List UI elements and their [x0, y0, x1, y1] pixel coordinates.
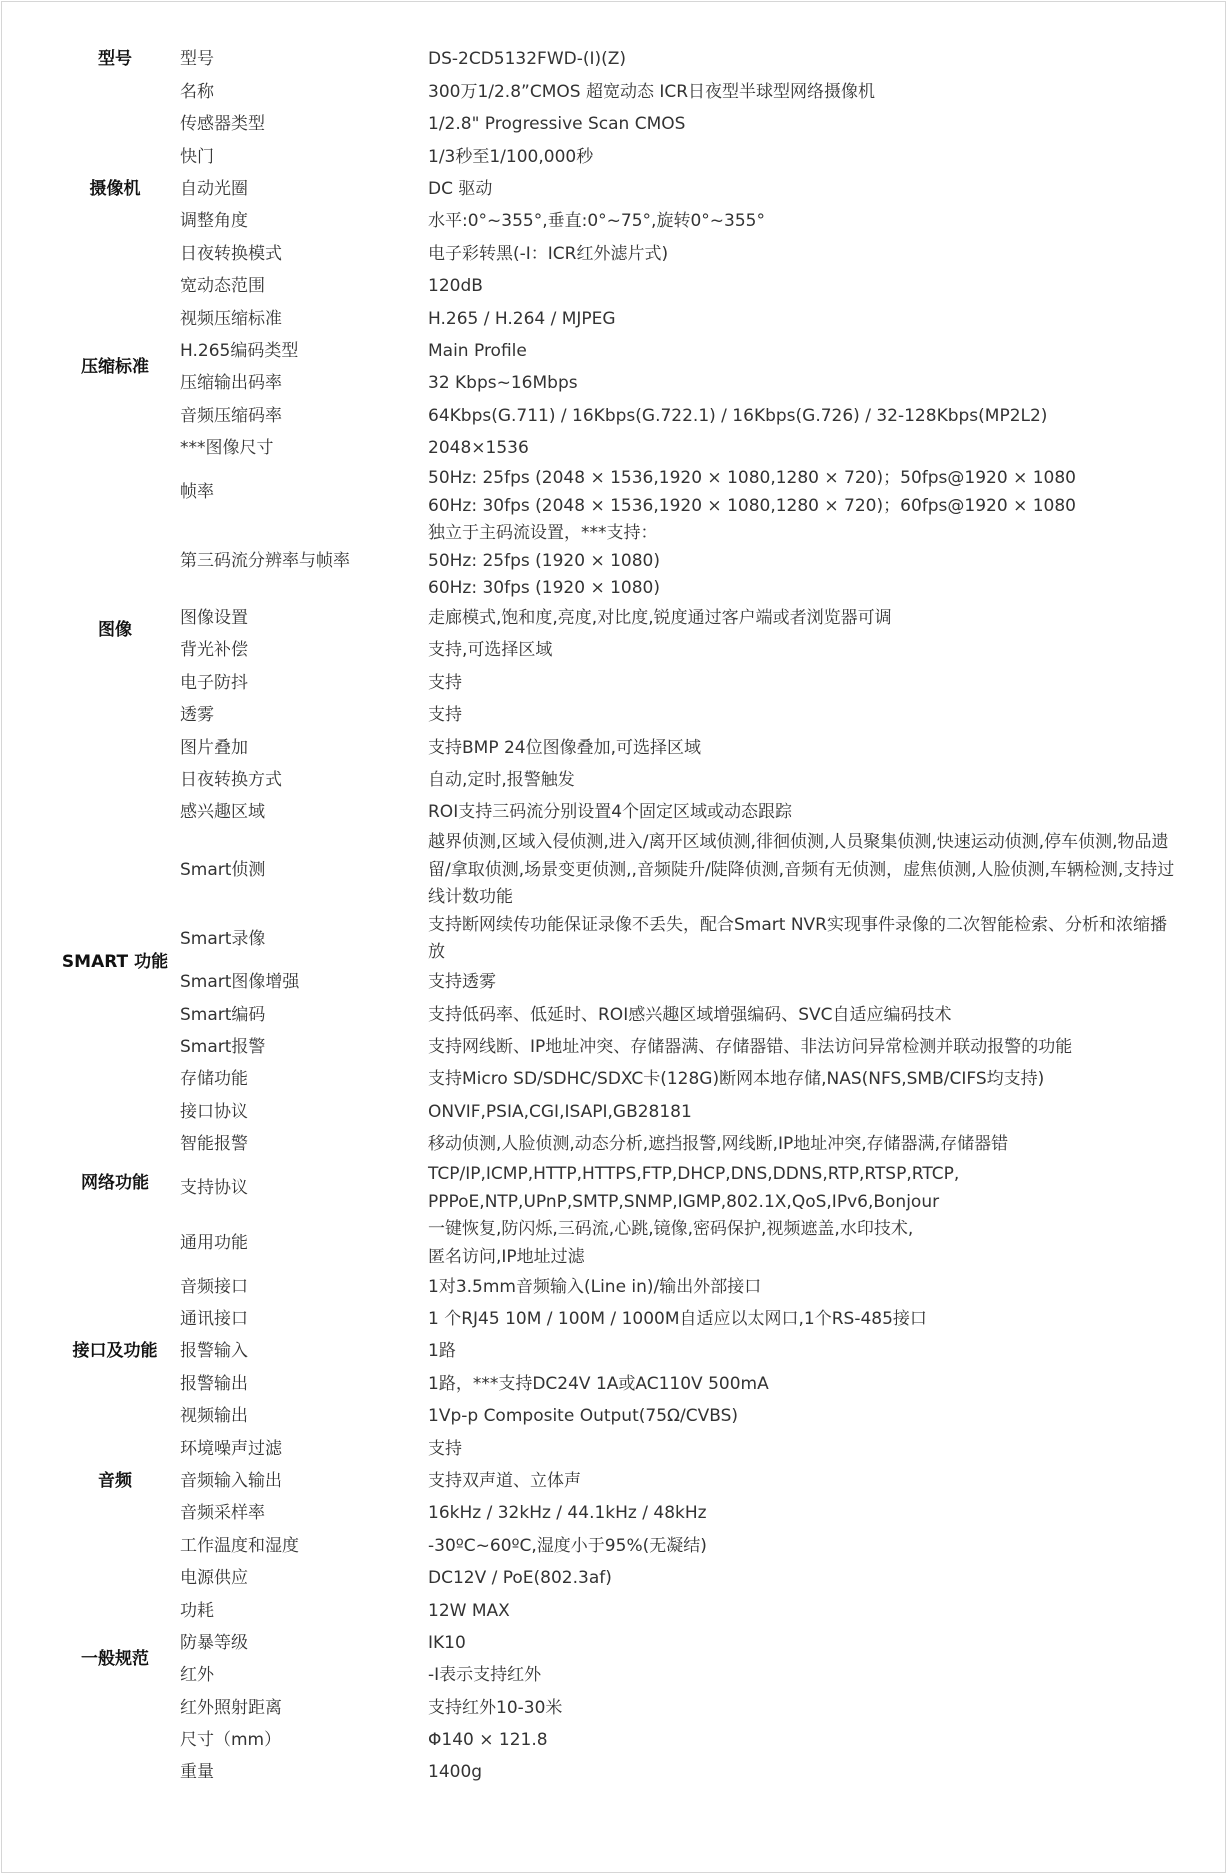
spec-value-line: 支持双声道、立体声: [428, 1470, 581, 1491]
spec-value: [428, 1466, 1180, 1498]
spec-value: [428, 700, 1180, 732]
spec-value-line: DC 驱动: [428, 179, 493, 199]
spec-value: [428, 174, 1180, 206]
category-label: 图像: [98, 620, 132, 641]
spec-value-line: 支持BMP 24位图像叠加,可选择区域: [428, 737, 702, 758]
spec-name: 调整角度: [180, 211, 248, 232]
spec-name: Smart编码: [180, 1004, 266, 1025]
spec-name: 红外照射距离: [180, 1697, 282, 1718]
spec-value-line: ROI支持三码流分别设置4个固定区域或动态跟踪: [428, 802, 793, 823]
spec-value: [428, 109, 1180, 141]
spec-value-line: 60Hz: 30fps (1920 × 1080): [428, 578, 660, 599]
spec-value: [428, 271, 1180, 303]
spec-name: 环境噪声过滤: [180, 1438, 282, 1459]
spec-value: [428, 433, 1180, 465]
spec-row: [50, 1498, 1180, 1530]
category-label: 一般规范: [81, 1649, 149, 1670]
spec-row: [50, 1692, 1180, 1724]
category-label: 接口及功能: [72, 1341, 158, 1362]
spec-value: [428, 1161, 1180, 1216]
spec-row: [50, 433, 1180, 465]
spec-value-line: 120dB: [428, 276, 483, 297]
spec-value: [428, 238, 1180, 270]
spec-value-line: -I表示支持红外: [428, 1665, 542, 1686]
spec-name: 重量: [180, 1762, 214, 1783]
spec-row: [50, 400, 1180, 432]
spec-value-line: 支持网线断、IP地址冲突、存储器满、存储器错、非法访问异常检测并联动报警的功能: [428, 1037, 1073, 1058]
spec-value-line: DC12V / PoE(802.3af): [428, 1568, 612, 1589]
spec-name: Smart录像: [180, 928, 266, 949]
spec-row: [50, 303, 1180, 335]
spec-value: [428, 76, 1180, 108]
spec-name: 报警输出: [180, 1373, 248, 1394]
spec-value: [428, 1271, 1180, 1303]
spec-value-line: 1路，***支持DC24V 1A或AC110V 500mA: [428, 1373, 769, 1394]
spec-row: [50, 603, 1180, 635]
spec-value-line: 12W MAX: [428, 1600, 510, 1621]
spec-value-line: H.265 / H.264 / MJPEG: [428, 308, 616, 329]
category-label: SMART 功能: [61, 952, 169, 973]
spec-value: [428, 1563, 1180, 1595]
spec-row: [50, 141, 1180, 173]
spec-value-line: 支持: [428, 672, 462, 693]
spec-value-line: 1对3.5mm音频输入(Line in)/输出外部接口: [428, 1276, 762, 1297]
spec-row: [50, 520, 1180, 603]
spec-value-line: 越界侦测,区域入侵侦测,进入/离开区域侦测,徘徊侦测,人员聚集侦测,快速运动侦测,停车侦测,物品遗留/拿取侦测,场景变更侦测,,音频陡升/陡降侦测,音频有无侦测，虚焦侦测,人脸侦测,车辆检测,支持过线计数功能: [428, 832, 1175, 908]
spec-value: [428, 368, 1180, 400]
spec-value-line: 2048×1536: [428, 438, 529, 459]
spec-value: [428, 1692, 1180, 1724]
spec-value-line: 支持Micro SD/SDHC/SDXC卡(128G)断网本地存储,NAS(NFS,SMB/CIFS均支持): [428, 1069, 1045, 1090]
spec-value: [428, 1757, 1180, 1789]
spec-value: [428, 999, 1180, 1031]
spec-value: [428, 732, 1180, 764]
spec-value-line: 50Hz: 25fps (2048 × 1536,1920 × 1080,1280 × 720)；50fps@1920 × 1080: [428, 468, 1076, 489]
spec-value-line: ONVIF,PSIA,CGI,ISAPI,GB28181: [428, 1101, 692, 1122]
spec-row: [50, 1466, 1180, 1498]
spec-name: 传感器类型: [180, 114, 265, 135]
spec-row: [50, 829, 1180, 912]
spec-value-line: 支持: [428, 705, 462, 726]
spec-name: 存储功能: [180, 1069, 248, 1090]
spec-value-line: 32 Kbps~16Mbps: [428, 373, 578, 394]
spec-row: [50, 368, 1180, 400]
spec-name: 名称: [180, 81, 214, 102]
spec-name: 日夜转换方式: [180, 769, 282, 790]
spec-row: [50, 1032, 1180, 1064]
spec-value: [428, 336, 1180, 368]
spec-name: 图像设置: [180, 608, 248, 629]
spec-name: 工作温度和湿度: [180, 1535, 299, 1556]
spec-row: [50, 1433, 1180, 1465]
spec-row: [50, 1595, 1180, 1627]
spec-value: [428, 141, 1180, 173]
spec-value: [428, 603, 1180, 635]
spec-name: 音频输入输出: [180, 1470, 282, 1491]
spec-name: 功耗: [180, 1600, 214, 1621]
spec-name: 快门: [180, 146, 214, 167]
spec-value: [428, 465, 1180, 520]
spec-value-line: 支持: [428, 1438, 462, 1459]
spec-value: [428, 1304, 1180, 1336]
spec-value-line: 支持透雾: [428, 972, 496, 993]
spec-value: [428, 1530, 1180, 1562]
spec-value: [428, 1498, 1180, 1530]
spec-name: 型号: [180, 49, 214, 70]
spec-name: ***图像尺寸: [180, 438, 274, 459]
spec-row: [50, 967, 1180, 999]
spec-value-line: DS-2CD5132FWD-(I)(Z): [428, 49, 627, 70]
spec-name: 支持协议: [180, 1177, 248, 1198]
spec-row: [50, 174, 1180, 206]
spec-name: 日夜转换模式: [180, 243, 282, 264]
category-label: 摄像机: [89, 179, 141, 199]
spec-name: 帧率: [180, 481, 214, 502]
spec-value: [428, 1096, 1180, 1128]
spec-row: [50, 667, 1180, 699]
spec-row: [50, 700, 1180, 732]
category-label: 音频: [98, 1470, 132, 1491]
spec-row: [50, 271, 1180, 303]
spec-value: [428, 1627, 1180, 1659]
spec-row: [50, 1161, 1180, 1216]
spec-value-line: 300万1/2.8”CMOS 超宽动态 ICR日夜型半球型网络摄像机: [428, 81, 876, 102]
spec-name: 通讯接口: [180, 1308, 248, 1329]
spec-value-line: 匿名访问,IP地址过滤: [428, 1246, 585, 1267]
spec-value: [428, 1660, 1180, 1692]
spec-row: [50, 1401, 1180, 1433]
spec-row: [50, 1757, 1180, 1789]
spec-name: 宽动态范围: [180, 276, 265, 297]
spec-row: [50, 336, 1180, 368]
spec-name: 感兴趣区域: [180, 802, 265, 823]
spec-row: [50, 1725, 1180, 1757]
spec-name: 背光补偿: [180, 640, 248, 661]
category-label: 网络功能: [81, 1173, 149, 1194]
spec-name: 视频压缩标准: [180, 308, 282, 329]
spec-row: [50, 1304, 1180, 1336]
spec-row: [50, 238, 1180, 270]
spec-row: [50, 1129, 1180, 1161]
spec-name: 接口协议: [180, 1101, 248, 1122]
category-label: 型号: [98, 49, 132, 70]
spec-value-line: 1400g: [428, 1762, 483, 1783]
spec-name: H.265编码类型: [180, 340, 299, 361]
spec-value: [428, 912, 1180, 967]
spec-row: [50, 1627, 1180, 1659]
spec-name: 电子防抖: [180, 672, 248, 693]
spec-value: [428, 967, 1180, 999]
spec-name: 音频接口: [180, 1276, 248, 1297]
category-label: 压缩标准: [81, 357, 149, 378]
spec-row: [50, 1271, 1180, 1303]
spec-name: 压缩输出码率: [180, 373, 282, 394]
spec-value: [428, 1336, 1180, 1368]
spec-name: 音频压缩码率: [180, 405, 282, 426]
spec-row: [50, 1064, 1180, 1096]
spec-value-line: Φ140 × 121.8: [428, 1730, 548, 1751]
spec-value-line: 支持,可选择区域: [428, 640, 553, 661]
spec-row: [50, 1660, 1180, 1692]
spec-value-line: 60Hz: 30fps (2048 × 1536,1920 × 1080,1280 × 720)；60fps@1920 × 1080: [428, 495, 1076, 516]
spec-value: [428, 520, 1180, 603]
spec-value-line: 水平:0°~355°,垂直:0°~75°,旋转0°~355°: [428, 211, 765, 232]
spec-value-line: PPPoE,NTP,UPnP,SMTP,SNMP,IGMP,802.1X,QoS,IPv6,Bonjour: [428, 1191, 940, 1212]
spec-row: [50, 912, 1180, 967]
spec-name: 智能报警: [180, 1134, 248, 1155]
spec-value: [428, 1433, 1180, 1465]
spec-value-line: 64Kbps(G.711) / 16Kbps(G.722.1) / 16Kbps(G.726) / 32-128Kbps(MP2L2): [428, 405, 1048, 426]
spec-name: 通用功能: [180, 1232, 248, 1253]
spec-value-line: 1/3秒至1/100,000秒: [428, 146, 594, 167]
spec-name: 图片叠加: [180, 737, 248, 758]
spec-row: [50, 1368, 1180, 1400]
spec-name: 报警输入: [180, 1341, 248, 1362]
spec-row: [50, 1216, 1180, 1271]
spec-row: [50, 999, 1180, 1031]
spec-row: [50, 465, 1180, 520]
spec-name: 电源供应: [180, 1568, 248, 1589]
spec-value-line: 50Hz: 25fps (1920 × 1080): [428, 550, 660, 571]
spec-value: [428, 206, 1180, 238]
spec-name: 防暴等级: [180, 1632, 248, 1653]
spec-name: 红外: [180, 1665, 214, 1686]
spec-name: Smart侦测: [180, 859, 266, 880]
spec-value: [428, 829, 1180, 912]
spec-value-line: -30ºC~60ºC,湿度小于95%(无凝结): [428, 1535, 707, 1556]
spec-value: [428, 303, 1180, 335]
spec-value-line: 独立于主码流设置，***支持：: [428, 523, 658, 544]
spec-value-line: 移动侦测,人脸侦测,动态分析,遮挡报警,网线断,IP地址冲突,存储器满,存储器错: [428, 1134, 1009, 1155]
spec-row: [50, 797, 1180, 829]
spec-row: [50, 732, 1180, 764]
spec-value: [428, 1216, 1180, 1271]
spec-row: [50, 44, 1180, 76]
spec-name: Smart图像增强: [180, 972, 300, 993]
spec-value: [428, 635, 1180, 667]
spec-value-line: Main Profile: [428, 340, 527, 361]
spec-value-line: 1 个RJ45 10M / 100M / 1000M自适应以太网口,1个RS-485接口: [428, 1308, 927, 1329]
spec-value: [428, 765, 1180, 797]
spec-value-line: 电子彩转黑(-I：ICR红外滤片式): [428, 243, 669, 264]
spec-value-line: TCP/IP,ICMP,HTTP,HTTPS,FTP,DHCP,DNS,DDNS,RTP,RTSP,RTCP,: [428, 1164, 960, 1185]
spec-row: [50, 109, 1180, 141]
spec-value: [428, 1064, 1180, 1096]
spec-value-line: 1/2.8" Progressive Scan CMOS: [428, 114, 686, 135]
spec-value-line: 支持低码率、低延时、ROI感兴趣区域增强编码、SVC自适应编码技术: [428, 1004, 952, 1025]
spec-value: [428, 797, 1180, 829]
spec-name: 视频输出: [180, 1406, 248, 1427]
spec-value: [428, 1032, 1180, 1064]
spec-value-line: 自动,定时,报警触发: [428, 769, 575, 790]
spec-row: [50, 1096, 1180, 1128]
spec-value: [428, 44, 1180, 76]
spec-table: [50, 44, 1180, 1789]
spec-name: 音频采样率: [180, 1503, 265, 1524]
spec-value-line: 走廊模式,饱和度,亮度,对比度,锐度通过客户端或者浏览器可调: [428, 608, 892, 629]
spec-value: [428, 1129, 1180, 1161]
spec-value-line: 支持断网续传功能保证录像不丢失，配合Smart NVR实现事件录像的二次智能检索、分析和浓缩播放: [428, 914, 1167, 963]
spec-row: [50, 1530, 1180, 1562]
spec-name: 自动光圈: [180, 179, 248, 199]
spec-value: [428, 1725, 1180, 1757]
spec-value-line: 一键恢复,防闪烁,三码流,心跳,镜像,密码保护,视频遮盖,水印技术,: [428, 1219, 914, 1240]
spec-value-line: 1Vp-p Composite Output(75Ω/CVBS): [428, 1406, 739, 1427]
spec-row: [50, 76, 1180, 108]
spec-value-line: 16kHz / 32kHz / 44.1kHz / 48kHz: [428, 1503, 707, 1524]
spec-row: [50, 1336, 1180, 1368]
spec-row: [50, 1563, 1180, 1595]
spec-value-line: 支持红外10-30米: [428, 1697, 563, 1718]
spec-value-line: 1路: [428, 1341, 456, 1362]
spec-row: [50, 765, 1180, 797]
spec-value: [428, 1401, 1180, 1433]
spec-row: [50, 206, 1180, 238]
spec-row: [50, 635, 1180, 667]
spec-value: [428, 1595, 1180, 1627]
spec-value: [428, 667, 1180, 699]
spec-value-line: IK10: [428, 1632, 466, 1653]
spec-name: 尺寸（mm）: [180, 1730, 282, 1751]
spec-name: 第三码流分辨率与帧率: [180, 550, 350, 571]
spec-value: [428, 400, 1180, 432]
spec-name: Smart报警: [180, 1037, 266, 1058]
spec-name: 透雾: [180, 705, 214, 726]
spec-value: [428, 1368, 1180, 1400]
